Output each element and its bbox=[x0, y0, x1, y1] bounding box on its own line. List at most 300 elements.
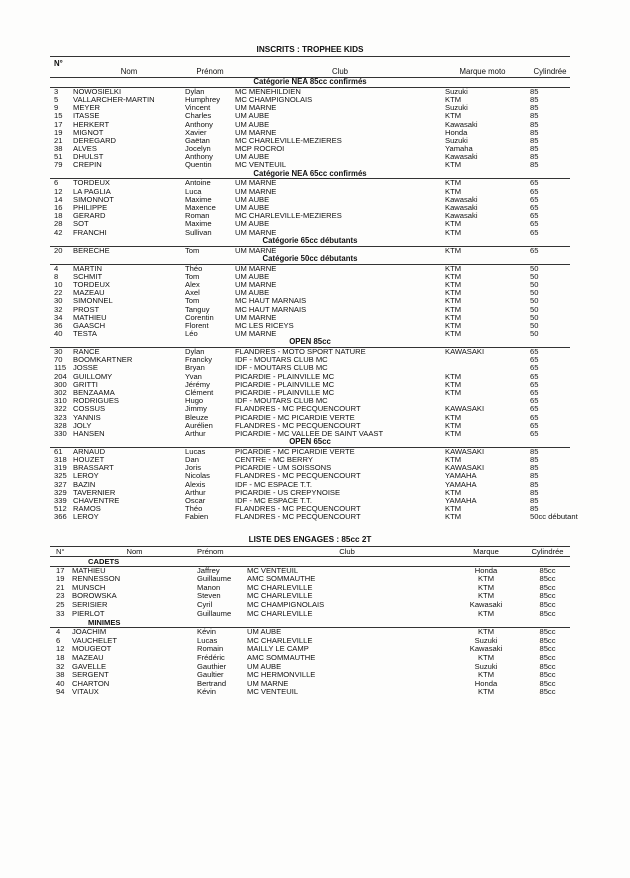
cell-prenom: Bryan bbox=[185, 363, 205, 373]
cell-nom: MARTIN bbox=[73, 263, 102, 273]
cell-cylindree: 50 bbox=[530, 296, 539, 306]
cell-marque: KTM bbox=[445, 111, 462, 121]
cell-prenom: Dylan bbox=[185, 86, 205, 96]
cell-club: MC CHARLEVILLE bbox=[247, 591, 313, 601]
category-heading: Catégorie 50cc débutants bbox=[50, 255, 570, 265]
cell-num: 34 bbox=[54, 312, 63, 322]
cell-marque: KTM bbox=[477, 574, 495, 584]
table-row bbox=[50, 145, 570, 153]
cell-club: PICARDIE - US CREPYNOISE bbox=[235, 487, 341, 497]
cell-num: 25 bbox=[56, 599, 65, 609]
cell-marque: KTM bbox=[445, 296, 462, 306]
cell-num: 322 bbox=[54, 404, 67, 414]
cell-num: 8 bbox=[54, 271, 59, 281]
cell-club: UM AUBE bbox=[235, 111, 270, 121]
cell-nom: SCHMIT bbox=[73, 271, 103, 281]
cell-club: MC CHARLEVILLE bbox=[247, 635, 313, 645]
cell-cylindree: 65 bbox=[530, 396, 539, 406]
cell-nom: MIGNOT bbox=[73, 127, 104, 137]
cell-nom: VALLARCHER-MARTIN bbox=[73, 94, 155, 104]
cell-club: PICARDIE - MC VALLEE DE SAINT VAAST bbox=[235, 428, 384, 438]
cell-num: 512 bbox=[54, 504, 67, 514]
cell-num: 330 bbox=[54, 428, 67, 438]
cell-num: 32 bbox=[54, 304, 63, 314]
cell-cylindree: 85 bbox=[530, 446, 539, 456]
cell-num: 14 bbox=[54, 194, 63, 204]
cell-prenom: Dan bbox=[185, 455, 199, 465]
cell-marque: KTM bbox=[445, 160, 462, 170]
cell-prenom: Romain bbox=[197, 644, 224, 654]
cell-marque: Kawasaki bbox=[469, 599, 503, 609]
cell-cylindree: 65 bbox=[530, 347, 539, 357]
cell-num: 40 bbox=[54, 329, 63, 339]
cell-nom: MEYER bbox=[73, 103, 101, 113]
cell-prenom: Joris bbox=[185, 463, 202, 473]
table-row bbox=[50, 314, 570, 322]
table-row bbox=[50, 306, 570, 314]
cell-cylindree: 85 bbox=[530, 455, 539, 465]
cell-marque: KTM bbox=[445, 279, 462, 289]
cell-cylindree: 65 bbox=[530, 203, 539, 213]
cell-marque: KTM bbox=[445, 412, 462, 422]
cell-club: UM AUBE bbox=[235, 271, 270, 281]
cell-prenom: Lucas bbox=[185, 446, 206, 456]
table-row bbox=[50, 179, 570, 187]
header-nom: Nom bbox=[120, 67, 138, 76]
cell-prenom: Charles bbox=[185, 111, 212, 121]
cell-num: 17 bbox=[54, 119, 63, 129]
cell-nom: MAZEAU bbox=[72, 652, 104, 662]
cell-cylindree: 85cc bbox=[539, 565, 556, 575]
cell-prenom: Tom bbox=[185, 245, 200, 255]
cell-club: UM MARNE bbox=[235, 227, 277, 237]
cell-marque: KTM bbox=[445, 387, 462, 397]
cell-cylindree: 85cc bbox=[539, 608, 556, 618]
cell-marque: Kawasaki bbox=[445, 194, 478, 204]
cell-cylindree: 85 bbox=[530, 487, 539, 497]
table-row bbox=[50, 220, 570, 228]
cell-club: MC CHARLEVILLE bbox=[247, 608, 313, 618]
cell-cylindree: 65 bbox=[530, 363, 539, 373]
cell-marque: KTM bbox=[445, 186, 462, 196]
cell-nom: RAMOS bbox=[73, 504, 101, 514]
cell-club: IDF - MOUTARS CLUB MC bbox=[235, 396, 328, 406]
cell-cylindree: 65 bbox=[530, 178, 539, 188]
cell-num: 319 bbox=[54, 463, 67, 473]
cell-club: UM MARNE bbox=[235, 329, 277, 339]
cell-prenom: Maxime bbox=[185, 219, 212, 229]
cell-prenom: Quentin bbox=[185, 160, 212, 170]
cell-nom: GRITTI bbox=[73, 379, 98, 389]
cell-num: 6 bbox=[56, 635, 61, 645]
cell-nom: GAVELLE bbox=[72, 661, 107, 671]
cell-prenom: Oscar bbox=[185, 496, 206, 506]
cell-num: 339 bbox=[54, 496, 67, 506]
cell-cylindree: 50 bbox=[530, 329, 539, 339]
cell-marque: Kawasaki bbox=[445, 152, 478, 162]
cell-club: UM MARNE bbox=[235, 127, 277, 137]
cell-marque: KTM bbox=[445, 219, 462, 229]
cell-num: 9 bbox=[54, 103, 59, 113]
cell-marque: Suzuki bbox=[445, 103, 468, 113]
table-row bbox=[50, 281, 570, 289]
cell-prenom: Tom bbox=[185, 271, 200, 281]
cell-nom: BOOMKARTNER bbox=[73, 355, 133, 365]
cell-prenom: Dylan bbox=[185, 347, 205, 357]
cell-club: UM MARNE bbox=[235, 245, 277, 255]
cell-nom: TESTA bbox=[73, 329, 97, 339]
cell-prenom: Léo bbox=[185, 329, 198, 339]
cell-nom: DHULST bbox=[73, 152, 104, 162]
table-row bbox=[50, 289, 570, 297]
cell-club: MC VENTEUIL bbox=[247, 687, 299, 697]
cell-prenom: Frédéric bbox=[197, 652, 225, 662]
cell-club: UM AUBE bbox=[235, 152, 270, 162]
cell-club: UM AUBE bbox=[235, 288, 270, 298]
cell-nom: LEROY bbox=[73, 512, 99, 522]
cell-prenom: Antoine bbox=[185, 178, 211, 188]
cell-marque: KTM bbox=[445, 245, 462, 255]
cell-cylindree: 65 bbox=[530, 404, 539, 414]
cell-cylindree: 50cc débutant bbox=[530, 512, 578, 522]
cell-cylindree: 85 bbox=[530, 86, 539, 96]
cell-nom: LEROY bbox=[73, 471, 99, 481]
cell-nom: DEREGARD bbox=[73, 135, 117, 145]
cell-prenom: Humphrey bbox=[185, 94, 221, 104]
cell-cylindree: 85cc bbox=[539, 652, 556, 662]
cell-prenom: Bertrand bbox=[197, 678, 227, 688]
cell-num: 19 bbox=[56, 574, 65, 584]
cell-nom: BERECHE bbox=[73, 245, 110, 255]
cell-club: UM AUBE bbox=[235, 119, 270, 129]
table-row bbox=[50, 322, 570, 330]
cell-cylindree: 50 bbox=[530, 312, 539, 322]
header-num: N° bbox=[54, 59, 63, 68]
cell-cylindree: 85 bbox=[530, 496, 539, 506]
cell-cylindree: 85cc bbox=[539, 591, 556, 601]
cell-club: FLANDRES - MC PECQUENCOURT bbox=[235, 471, 361, 481]
cell-prenom: Anthony bbox=[185, 152, 213, 162]
cell-prenom: Arthur bbox=[185, 487, 206, 497]
category-heading: Catégorie NEA 65cc confirmés bbox=[50, 170, 570, 180]
cell-marque: YAMAHA bbox=[445, 471, 477, 481]
cell-cylindree: 65 bbox=[530, 428, 539, 438]
cell-marque: Suzuki bbox=[445, 135, 468, 145]
cell-club: MC CHAMPIGNOLAIS bbox=[247, 599, 325, 609]
cell-num: 310 bbox=[54, 396, 67, 406]
cell-nom: RENNESSON bbox=[72, 574, 121, 584]
cell-prenom: Théo bbox=[185, 263, 203, 273]
cell-club: FLANDRES - MC PECQUENCOURT bbox=[235, 512, 361, 522]
cell-cylindree: 85cc bbox=[539, 599, 556, 609]
cell-cylindree: 85 bbox=[530, 471, 539, 481]
cell-num: 10 bbox=[54, 279, 63, 289]
cell-cylindree: 65 bbox=[530, 186, 539, 196]
category-heading: Catégorie NEA 85cc confirmés bbox=[50, 78, 570, 88]
header2-prenom: Prénom bbox=[197, 546, 224, 556]
cell-prenom: Lucas bbox=[197, 635, 218, 645]
cell-nom: BAZIN bbox=[73, 479, 96, 489]
cell-marque: KTM bbox=[477, 582, 495, 592]
cell-prenom: Tom bbox=[185, 296, 200, 306]
cell-num: 15 bbox=[54, 111, 63, 121]
cell-num: 18 bbox=[56, 652, 65, 662]
cell-num: 36 bbox=[54, 320, 63, 330]
cell-nom: SERISIER bbox=[72, 599, 108, 609]
cell-marque: KTM bbox=[445, 512, 462, 522]
cell-prenom: Aurélien bbox=[185, 420, 213, 430]
cell-club: MC CHAMPIGNOLAIS bbox=[235, 94, 313, 104]
kids-table-body bbox=[50, 77, 578, 522]
cell-prenom: Florent bbox=[185, 320, 209, 330]
table-header-2 bbox=[50, 547, 570, 557]
cell-cylindree: 85 bbox=[530, 94, 539, 104]
cell-nom: HERKERT bbox=[73, 119, 110, 129]
cell-num: 21 bbox=[56, 582, 65, 592]
table-row bbox=[50, 265, 570, 273]
cell-nom: MUNSCH bbox=[72, 582, 106, 592]
cell-prenom: Jimmy bbox=[185, 404, 207, 414]
cell-cylindree: 65 bbox=[530, 211, 539, 221]
cell-cylindree: 65 bbox=[530, 227, 539, 237]
cell-cylindree: 65 bbox=[530, 420, 539, 430]
cell-marque: KTM bbox=[445, 329, 462, 339]
cell-marque: Honda bbox=[474, 565, 498, 575]
cell-num: 94 bbox=[56, 687, 65, 697]
cell-num: 19 bbox=[54, 127, 63, 137]
cell-marque: Honda bbox=[445, 127, 468, 137]
cell-club: MC VENTEUIL bbox=[235, 160, 287, 170]
cell-nom: MATHIEU bbox=[72, 565, 106, 575]
cell-prenom: Maxence bbox=[185, 203, 216, 213]
cell-nom: COSSUS bbox=[73, 404, 106, 414]
cell-num: 3 bbox=[54, 86, 59, 96]
cell-club: MC HERMONVILLE bbox=[247, 670, 316, 680]
cell-nom: BOROWSKA bbox=[72, 591, 117, 601]
cell-club: UM AUBE bbox=[235, 219, 270, 229]
cell-nom: CREPIN bbox=[73, 160, 102, 170]
cell-nom: GUILLOMY bbox=[73, 371, 113, 381]
cell-prenom: Vincent bbox=[185, 103, 211, 113]
table-row bbox=[50, 297, 570, 305]
cell-club: UM AUBE bbox=[247, 661, 282, 671]
cell-prenom: Bleuze bbox=[185, 412, 209, 422]
category-heading: CADETS bbox=[50, 557, 570, 567]
table-row bbox=[50, 512, 578, 522]
cell-marque: KAWASAKI bbox=[445, 347, 485, 357]
cell-cylindree: 85cc bbox=[539, 661, 556, 671]
table-row bbox=[50, 112, 570, 120]
cell-marque: Suzuki bbox=[474, 635, 498, 645]
cell-num: 42 bbox=[54, 227, 63, 237]
cell-cylindree: 65 bbox=[530, 412, 539, 422]
cell-cylindree: 50 bbox=[530, 320, 539, 330]
cell-marque: KTM bbox=[445, 304, 462, 314]
cell-num: 20 bbox=[54, 245, 63, 255]
cell-nom: VAUCHELET bbox=[72, 635, 118, 645]
table-row bbox=[50, 273, 570, 281]
cell-marque: Kawasaki bbox=[445, 119, 478, 129]
cell-num: 302 bbox=[54, 387, 67, 397]
cell-prenom: Kévin bbox=[197, 627, 216, 637]
cell-prenom: Sullivan bbox=[185, 227, 212, 237]
cell-nom: HOUZET bbox=[73, 455, 105, 465]
cell-nom: FRANCHI bbox=[73, 227, 107, 237]
cell-prenom: Anthony bbox=[185, 119, 213, 129]
cell-prenom: Maxime bbox=[185, 194, 212, 204]
cell-nom: MATHIEU bbox=[73, 312, 107, 322]
cell-cylindree: 85cc bbox=[539, 582, 556, 592]
cell-marque: KTM bbox=[445, 455, 462, 465]
cell-nom: LA PAGLIA bbox=[73, 186, 111, 196]
cell-num: 79 bbox=[54, 160, 63, 170]
cell-num: 6 bbox=[54, 178, 59, 188]
cell-cylindree: 65 bbox=[530, 371, 539, 381]
cell-num: 18 bbox=[54, 211, 63, 221]
cell-prenom: Gaëtan bbox=[185, 135, 210, 145]
table-row bbox=[50, 121, 570, 129]
cell-marque: KTM bbox=[445, 487, 462, 497]
cell-num: 61 bbox=[54, 446, 63, 456]
cell-club: PICARDIE - MC PICARDIE VERTE bbox=[235, 412, 355, 422]
cell-nom: ARNAUD bbox=[73, 446, 106, 456]
cell-nom: MOUGEOT bbox=[72, 644, 112, 654]
cell-nom: SOT bbox=[73, 219, 89, 229]
cell-cylindree: 85cc bbox=[539, 574, 556, 584]
cell-prenom: Fabien bbox=[185, 512, 209, 522]
header2-nom: Nom bbox=[126, 546, 143, 556]
cell-num: 38 bbox=[56, 670, 65, 680]
cell-cylindree: 85 bbox=[530, 504, 539, 514]
engages-table bbox=[50, 547, 570, 697]
cell-cylindree: 85cc bbox=[539, 627, 556, 637]
cell-cylindree: 65 bbox=[530, 355, 539, 365]
cell-marque: KTM bbox=[477, 608, 495, 618]
cell-num: 22 bbox=[54, 288, 63, 298]
cell-num: 28 bbox=[54, 219, 63, 229]
cell-prenom: Hugo bbox=[185, 396, 204, 406]
cell-nom: VITAUX bbox=[72, 687, 99, 697]
cell-marque: KTM bbox=[445, 227, 462, 237]
cell-nom: PIERLOT bbox=[72, 608, 105, 618]
cell-nom: BRASSART bbox=[73, 463, 114, 473]
category-heading: Catégorie 65cc débutants bbox=[50, 237, 570, 247]
cell-num: 30 bbox=[54, 296, 63, 306]
cell-marque: KTM bbox=[445, 178, 462, 188]
cell-prenom: Yvan bbox=[185, 371, 202, 381]
cell-marque: KTM bbox=[477, 652, 495, 662]
cell-num: 115 bbox=[54, 363, 67, 373]
category-heading: OPEN 65cc bbox=[50, 438, 570, 448]
header-marque: Marque moto bbox=[459, 67, 506, 76]
cell-cylindree: 65 bbox=[530, 379, 539, 389]
cell-cylindree: 65 bbox=[530, 245, 539, 255]
cell-nom: RODRIGUES bbox=[73, 396, 119, 406]
cell-club: MC CHARLEVILLE-MEZIERES bbox=[235, 135, 342, 145]
cell-prenom: Tanguy bbox=[185, 304, 210, 314]
cell-prenom: Guillaume bbox=[197, 608, 232, 618]
cell-prenom: Jérémy bbox=[185, 379, 210, 389]
cell-prenom: Alex bbox=[185, 279, 200, 289]
cell-cylindree: 65 bbox=[530, 219, 539, 229]
table-header bbox=[50, 57, 570, 78]
cell-cylindree: 85 bbox=[530, 135, 539, 145]
cell-cylindree: 85 bbox=[530, 127, 539, 137]
cell-nom: PROST bbox=[73, 304, 100, 314]
cell-num: 32 bbox=[56, 661, 65, 671]
cell-prenom: Clément bbox=[185, 387, 214, 397]
header2-club: Club bbox=[339, 546, 355, 556]
cell-club: IDF - MOUTARS CLUB MC bbox=[235, 363, 328, 373]
cell-club: IDF - MC ESPACE T.T. bbox=[235, 479, 312, 489]
cell-marque: KTM bbox=[477, 591, 495, 601]
cell-prenom: Gaultier bbox=[197, 670, 224, 680]
cell-num: 30 bbox=[54, 347, 63, 357]
table-row bbox=[50, 153, 570, 161]
cell-club: MC MENEHILDIEN bbox=[235, 86, 301, 96]
header-cylindree: Cylindrée bbox=[533, 67, 567, 76]
cell-club: MC HAUT MARNAIS bbox=[235, 304, 307, 314]
cell-prenom: Francky bbox=[185, 355, 213, 365]
cell-nom: CHAVENTRE bbox=[73, 496, 120, 506]
cell-num: 33 bbox=[56, 608, 65, 618]
cell-cylindree: 65 bbox=[530, 387, 539, 397]
cell-nom: MAZEAU bbox=[73, 288, 105, 298]
cell-nom: ALVES bbox=[73, 144, 97, 154]
registration-sheet bbox=[50, 44, 578, 697]
header2-cylindree: Cylindrée bbox=[531, 546, 564, 556]
cell-marque: YAMAHA bbox=[445, 479, 477, 489]
cell-nom: GERARD bbox=[73, 211, 106, 221]
cell-nom: BENZAAMA bbox=[73, 387, 115, 397]
cell-num: 38 bbox=[54, 144, 63, 154]
cell-club: FLANDRES - MC PECQUENCOURT bbox=[235, 504, 361, 514]
cell-num: 4 bbox=[56, 627, 61, 637]
cell-prenom: Roman bbox=[185, 211, 210, 221]
cell-marque: Kawasaki bbox=[445, 211, 478, 221]
cell-nom: PHILIPPE bbox=[73, 203, 108, 213]
cell-marque: KTM bbox=[445, 379, 462, 389]
cell-marque: KTM bbox=[445, 271, 462, 281]
cell-num: 40 bbox=[56, 678, 65, 688]
cell-club: MC LES RICEYS bbox=[235, 320, 294, 330]
cell-nom: ITASSE bbox=[73, 111, 100, 121]
cell-club: IDF - MOUTARS CLUB MC bbox=[235, 355, 328, 365]
cell-prenom: Jaffrey bbox=[197, 565, 220, 575]
cell-club: FLANDRES - MOTO SPORT NATURE bbox=[235, 347, 366, 357]
cell-prenom: Nicolas bbox=[185, 471, 210, 481]
cell-num: 325 bbox=[54, 471, 67, 481]
cell-marque: KTM bbox=[477, 627, 495, 637]
cell-club: UM AUBE bbox=[235, 194, 270, 204]
cell-club: PICARDIE - PLAINVILLE MC bbox=[235, 379, 335, 389]
cell-marque: KTM bbox=[477, 670, 495, 680]
cell-num: 16 bbox=[54, 203, 63, 213]
engages-table-body bbox=[50, 557, 570, 697]
cell-club: IDF - MC ESPACE T.T. bbox=[235, 496, 312, 506]
cell-club: UM MARNE bbox=[247, 678, 289, 688]
cell-marque: Honda bbox=[474, 678, 498, 688]
table-row bbox=[50, 188, 570, 196]
cell-nom: SIMONNOT bbox=[73, 194, 114, 204]
cell-prenom: Steven bbox=[197, 591, 221, 601]
cell-marque: KTM bbox=[445, 288, 462, 298]
cell-num: 21 bbox=[54, 135, 63, 145]
cell-nom: CHARTON bbox=[72, 678, 110, 688]
cell-club: PICARDIE - PLAINVILLE MC bbox=[235, 371, 335, 381]
cell-cylindree: 65 bbox=[530, 194, 539, 204]
cell-club: MC HAUT MARNAIS bbox=[235, 296, 307, 306]
